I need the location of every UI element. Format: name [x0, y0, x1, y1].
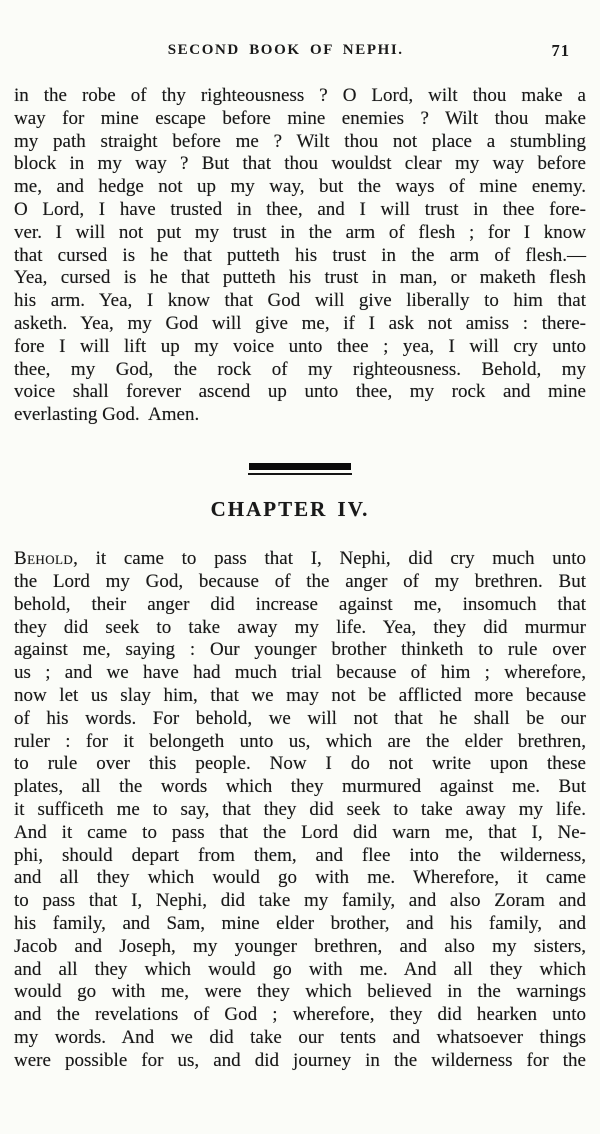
- text-line: [14, 153, 586, 176]
- line-text: plates, all the words which they murmured against me. But: [14, 776, 586, 798]
- section-divider: [249, 463, 351, 476]
- text-line: [14, 708, 586, 731]
- line-text: voice shall forever ascend up unto thee, my rock and mine: [14, 381, 586, 403]
- line-text: Jacob and Joseph, my younger brethren, and also my sisters,: [14, 935, 586, 957]
- text-line: [14, 617, 586, 640]
- line-text: and all they which would go with me. Wherefore, it came: [14, 867, 586, 889]
- text-line: [14, 267, 586, 290]
- text-line: [14, 822, 586, 845]
- line-text: against me, saying : Our younger brother thinketh to rule over: [14, 639, 586, 661]
- page-number: 71: [551, 41, 570, 60]
- line-text: ruler : for it belongeth unto us, which are the elder brethren,: [14, 730, 586, 752]
- line-text: and all they which would go with me. And all they which: [14, 958, 586, 980]
- line-text: that cursed is he that putteth his trust in the arm of flesh.—: [14, 244, 586, 266]
- line-text: block in my way ? But that thou wouldst clear my way before: [14, 153, 586, 175]
- text-line: [14, 176, 586, 199]
- text-line: [14, 245, 586, 268]
- text-line: [14, 731, 586, 754]
- running-header-title: SECOND BOOK OF NEPHI.: [167, 42, 404, 58]
- text-line: [14, 1050, 586, 1073]
- text-line: [14, 404, 586, 427]
- text-line: [14, 222, 586, 245]
- text-line: [14, 548, 586, 571]
- line-text: to rule over this people. Now I do not write upon these: [14, 753, 586, 775]
- line-text: thee, my God, the rock of my righteousness. Behold, my: [14, 358, 586, 380]
- line-text: it sufficeth me to say, that they did seek to take away my life.: [14, 799, 586, 821]
- text-line: [14, 85, 586, 108]
- line-text: of his words. For behold, we will not that he shall be our: [14, 707, 586, 729]
- line-text: now let us slay him, that we may not be afflicted more because: [14, 685, 586, 707]
- text-line: [14, 776, 586, 799]
- line-text: his family, and Sam, mine elder brother, and his family, and: [14, 913, 586, 934]
- line-text: his arm. Yea, I know that God will give liberally to him that: [14, 290, 586, 312]
- text-line: [14, 1027, 586, 1050]
- text-line: [14, 662, 586, 685]
- line-text: were possible for us, and did journey in the wilderness for the: [14, 1049, 586, 1071]
- text-line: [14, 936, 586, 959]
- text-line: [14, 799, 586, 822]
- text-line: [14, 867, 586, 890]
- line-text: to pass that I, Nephi, did take my family, and also Zoram and: [14, 890, 586, 912]
- line-text: ver. I will not put my trust in the arm of flesh ; for I know: [14, 221, 586, 243]
- line-text: they did seek to take away my life. Yea, they did murmur: [14, 616, 586, 638]
- line-text: phi, should depart from them, and flee into the wilderness,: [14, 844, 586, 866]
- line-text: way for mine escape before mine enemies ? Wilt thou make: [14, 107, 586, 129]
- text-line: [14, 639, 586, 662]
- text-line: [14, 1004, 586, 1027]
- text-line: [14, 685, 586, 708]
- line-text: fore I will lift up my voice unto thee ; yea, I will cry unto: [14, 335, 586, 357]
- line-text: my path straight before me ? Wilt thou not place a stumbling: [14, 130, 586, 152]
- line-text: me, and hedge not up my way, but the ways of mine enemy.: [14, 176, 586, 198]
- line-text: would go with me, were they which believed in the warnings: [14, 981, 586, 1003]
- line-text: And it came to pass that the Lord did warn me, that I, Ne-: [14, 821, 586, 843]
- text-line: [14, 571, 586, 594]
- text-line: [14, 290, 586, 313]
- line-text: the Lord my God, because of the anger of my brethren. But: [14, 571, 586, 593]
- line-text: behold, their anger did increase against me, insomuch that: [14, 593, 586, 615]
- text-line: [14, 594, 586, 617]
- text-line: [14, 890, 586, 913]
- line-text: in the robe of thy righteousness ? O Lord, wilt thou make a: [14, 85, 586, 106]
- paragraph-chapter4-second: [14, 822, 586, 1073]
- text-line: [14, 199, 586, 222]
- text-line: [14, 381, 586, 404]
- line-text: asketh. Yea, my God will give me, if I ask not amiss : there-: [14, 312, 586, 334]
- smallcaps-lead: Behold: [14, 548, 74, 570]
- text-line: [14, 359, 586, 382]
- paragraph-chapter4-first: [14, 548, 586, 822]
- text-line: [14, 131, 586, 154]
- text-line: [14, 753, 586, 776]
- text-line: [14, 845, 586, 868]
- book-page: [0, 42, 600, 1134]
- running-header: [14, 42, 586, 60]
- divider-thick-bar: [249, 463, 351, 470]
- line-text: everlasting God. Amen.: [14, 404, 200, 426]
- line-text: Yea, cursed is he that putteth his trust in man, or maketh flesh: [14, 267, 586, 289]
- line-text: O Lord, I have trusted in thee, and I will trust in thee fore-: [14, 198, 586, 220]
- line-text: , it came to pass that I, Nephi, did cry much unto: [73, 548, 586, 570]
- line-text: us ; and we have had much trial because of him ; wherefore,: [14, 662, 586, 684]
- page-body: [14, 85, 586, 1073]
- text-line: [14, 336, 586, 359]
- text-line: [14, 313, 586, 336]
- text-line: [14, 913, 586, 936]
- paragraph-continuation: [14, 85, 586, 427]
- line-text: my words. And we did take our tents and whatsoever things: [14, 1026, 586, 1048]
- text-line: [14, 959, 586, 982]
- text-line: [14, 108, 586, 131]
- chapter-heading: CHAPTER IV.: [210, 497, 370, 522]
- line-text: and the revelations of God ; wherefore, they did hearken unto: [14, 1004, 586, 1026]
- divider-thin-rule: [248, 473, 352, 476]
- text-line: [14, 981, 586, 1004]
